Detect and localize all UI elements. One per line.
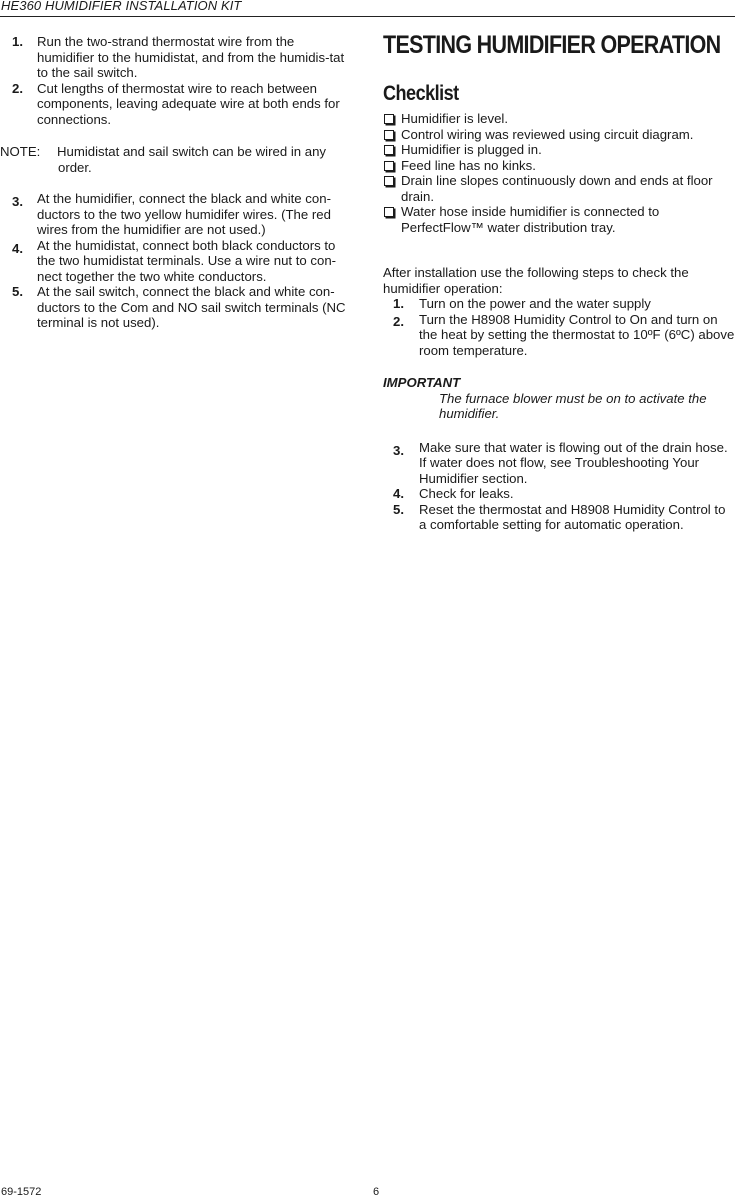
checkbox-icon: [384, 114, 394, 124]
checkbox-icon: [384, 161, 394, 171]
right-step-3: [383, 440, 735, 487]
step-text: Check for leaks.: [419, 486, 514, 501]
checklist-item: Humidifier is plugged in.: [383, 142, 735, 158]
left-step-3: [0, 191, 352, 238]
left-step-5: [0, 284, 352, 331]
step-text: Run the two-strand thermostat wire from the humidifier to the humidistat, and from the humidis-tat to the sail switch.: [37, 34, 345, 80]
checklist-item: Feed line has no kinks.: [383, 158, 735, 174]
right-step-2: [383, 312, 735, 359]
step-number: 4.: [393, 486, 404, 501]
left-step-1: [0, 34, 352, 81]
header-title: HE360 HUMIDIFIER INSTALLATION KIT: [1, 0, 242, 13]
checkbox-icon: [384, 176, 394, 186]
step-number: 4.: [12, 240, 23, 256]
important-text: The furnace blower must be on to activate the humidifier.: [439, 390, 707, 421]
step-text: Reset the thermostat and H8908 Humidity Control to a comfortable setting for automatic operation.: [419, 501, 726, 532]
step-number: 1.: [393, 296, 404, 311]
checklist-item: Control wiring was reviewed using circuit diagram.: [383, 127, 735, 143]
section-heading: TESTING HUMIDIFIER OPERATION: [383, 31, 721, 59]
intro-paragraph: After installation use the following steps to check the humidifier operation:: [383, 265, 689, 296]
left-step-4: [0, 238, 352, 285]
step-number: 5.: [393, 501, 404, 517]
checklist-item: Drain line slopes continuously down and ends at floor drain.: [383, 173, 735, 204]
step-text: Cut lengths of thermostat wire to reach between components, leaving adequate wire at both ends for connections.: [37, 80, 340, 127]
step-text: Turn on the power and the water supply: [419, 296, 651, 311]
step-number: 5.: [12, 284, 23, 299]
note-text: Humidistat and sail switch can be wired in any order.: [57, 144, 327, 175]
step-number: 2.: [393, 313, 404, 329]
checklist-title: Checklist: [383, 82, 459, 105]
checkbox-icon: [384, 145, 394, 155]
step-number: 3.: [393, 442, 404, 458]
step-text: Make sure that water is flowing out of the drain hose. If water does not flow, see Troubleshooting Your Humidifier section.: [419, 439, 728, 486]
important-label: IMPORTANT: [383, 375, 461, 390]
checklist-item: Humidifier is level.: [383, 111, 735, 127]
left-step-2: [0, 81, 352, 128]
step-text: At the humidistat, connect both black conductors to the two humidistat terminals. Use a wire nut to con-nect together the two white conductors.: [37, 237, 337, 284]
right-step-5: [383, 502, 735, 533]
note-label: NOTE:: [0, 144, 41, 159]
right-step-4: [383, 486, 735, 502]
step-number: 2.: [12, 80, 23, 96]
left-column: [0, 34, 352, 331]
step-text: Turn the H8908 Humidity Control to On and turn on the heat by setting the thermostat to 10ºF (6ºC) above room temperature.: [419, 311, 735, 358]
running-header: [0, 0, 735, 17]
step-text: At the humidifier, connect the black and white con-ductors to the two yellow humidifer wires. (The red wires from the humidifier are not used.): [37, 191, 331, 237]
right-step-1: [383, 296, 735, 312]
checkbox-icon: [384, 207, 394, 217]
checklist-item: Water hose inside humidifier is connected to PerfectFlow™ water distribution tray.: [383, 204, 701, 235]
note: [0, 144, 352, 175]
right-column: [383, 30, 735, 533]
checkbox-icon: [384, 130, 394, 140]
step-text: At the sail switch, connect the black and white con-ductors to the Com and NO sail switch terminals (NC terminal is not used).: [37, 284, 346, 330]
step-number: 1.: [12, 34, 23, 49]
footer-page-number: 6: [373, 1186, 380, 1198]
footer-doc-number: 69-1572: [1, 1186, 42, 1198]
step-number: 3.: [12, 194, 23, 209]
checklist: [383, 111, 735, 235]
